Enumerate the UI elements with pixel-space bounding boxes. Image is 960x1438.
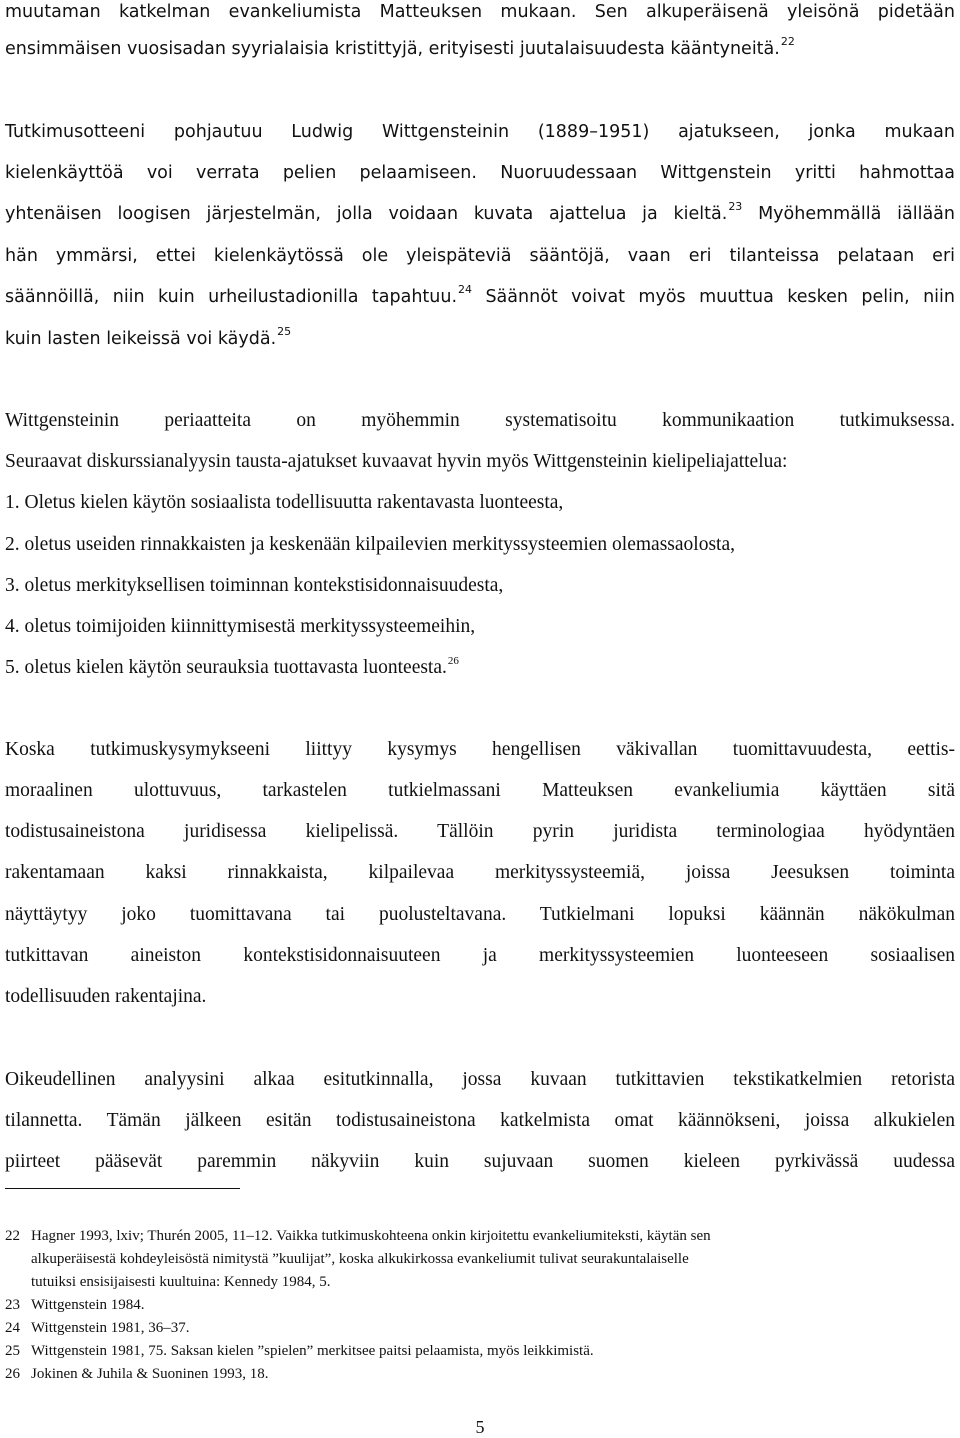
text-span: säännöillä, niin kuin urheilustadionilla tapahtuu.	[5, 287, 458, 307]
text-span: hän ymmärsi, ettei kielenkäytössä ole yleispäteviä sääntöjä, vaan eri tilanteissa pelataan eri	[5, 246, 955, 266]
paragraph-4-line-4	[5, 861, 955, 885]
page-number: 5	[475, 1417, 485, 1437]
paragraph-2-line-2	[5, 161, 955, 185]
paragraph-4-line-1	[5, 738, 955, 762]
footnote-ref-24: 24	[458, 283, 473, 296]
paragraph-2-line-4	[5, 244, 955, 268]
footnote-text: tutuiksi ensisijaisesti kuultuina: Kennedy 1984, 5.	[31, 1274, 331, 1290]
text-span: piirteet pääsevät paremmin näkyviin kuin sujuvaan suomen kieleen pyrkivässä uudessa	[5, 1151, 955, 1172]
text-span: 4. oletus toimijoiden kiinnittymisestä merkityssysteemeihin,	[5, 616, 476, 637]
footnote-text: alkuperäisestä kohdeyleisöstä nimitystä ”kuulijat”, koska alkukirkossa evankeliumit tulivat seurakuntalaiselle	[31, 1251, 689, 1267]
footnote-divider	[5, 1188, 240, 1189]
text-span: 1. Oletus kielen käytön sosiaalista todellisuutta rakentavasta luonteesta,	[5, 492, 564, 513]
footnote-26	[5, 1363, 955, 1385]
text-span: Tutkimusotteeni pohjautuu Ludwig Wittgensteinin (1889–1951) ajatukseen, jonka mukaan	[5, 122, 955, 142]
text-span: moraalinen ulottuvuus, tarkastelen tutkielmassani Matteuksen evankeliumia käyttäen sitä	[5, 780, 955, 801]
list-item-4	[5, 615, 955, 639]
footnote-ref-26: 26	[447, 655, 459, 667]
text-span: 2. oletus useiden rinnakkaisten ja keskenään kilpailevien merkityssysteemien olemassaolosta,	[5, 534, 735, 555]
footnote-text: Wittgenstein 1981, 75. Saksan kielen ”spielen” merkitsee paitsi pelaamista, myös leikkimistä.	[31, 1343, 594, 1359]
text-span: ensimmäisen vuosisadan syyrialaisia kristittyjä, erityisesti juutalaisuudesta kääntyneitä.	[5, 39, 780, 59]
paragraph-5-line-2	[5, 1109, 955, 1133]
text-span: muutaman katkelman evankeliumista Matteuksen mukaan. Sen alkuperäisenä yleisönä pidetään	[5, 2, 955, 22]
footnote-number: 26	[5, 1366, 20, 1382]
paragraph-4-line-5	[5, 903, 955, 927]
paragraph-2-line-5	[5, 285, 955, 311]
paragraph-2-line-6	[5, 327, 955, 353]
footnote-text: Jokinen & Juhila & Suoninen 1993, 18.	[31, 1366, 269, 1382]
text-span: Wittgensteinin periaatteita on myöhemmin systematisoitu kommunikaation tutkimuksessa.	[5, 410, 955, 431]
footnote-24	[5, 1317, 955, 1339]
footnote-22-line-2	[5, 1248, 960, 1270]
footnote-ref-23: 23	[728, 200, 743, 213]
text-span: Myöhemmällä iällään	[742, 204, 955, 224]
text-span: todellisuuden rakentajina.	[5, 986, 207, 1007]
paragraph-3-line-2	[5, 450, 955, 474]
list-item-5	[5, 656, 955, 682]
text-span: Säännöt voivat myös muuttua kesken pelin, niin	[472, 287, 955, 307]
text-span: rakentamaan kaksi rinnakkaista, kilpailevaa merkityssysteemiä, joissa Jeesuksen toiminta	[5, 862, 955, 883]
paragraph-1-line-1	[5, 0, 955, 24]
footnote-ref-25: 25	[277, 325, 292, 338]
footnote-text: Hagner 1993, lxiv; Thurén 2005, 11–12. Vaikka tutkimuskohteena onkin kirjoitettu evankeliumiteksti, käytän sen	[31, 1228, 711, 1244]
text-span: 5. oletus kielen käytön seurauksia tuottavasta luonteesta.	[5, 657, 447, 678]
text-span: Seuraavat diskurssianalyysin tausta-ajatukset kuvaavat hyvin myös Wittgensteinin kielipeliajattelua:	[5, 451, 788, 472]
text-span: Oikeudellinen analyysini alkaa esitutkinnalla, jossa kuvaan tutkittavien tekstikatkelmien retorista	[5, 1069, 955, 1090]
footnote-number: 25	[5, 1343, 20, 1359]
text-span: kielenkäyttöä voi verrata pelien pelaamiseen. Nuoruudessaan Wittgenstein yritti hahmottaa	[5, 163, 955, 183]
list-item-1	[5, 491, 955, 515]
list-item-3	[5, 574, 955, 598]
text-span: kuin lasten leikeissä voi käydä.	[5, 329, 277, 349]
footnote-22-line-3	[5, 1271, 960, 1293]
paragraph-4-line-7	[5, 985, 955, 1009]
text-span: Koska tutkimuskysymykseeni liittyy kysymys hengellisen väkivallan tuomittavuudesta, eettis-	[5, 739, 955, 760]
paragraph-3-line-1	[5, 409, 955, 433]
footnote-23	[5, 1294, 955, 1316]
paragraph-2-line-3	[5, 202, 955, 228]
footnote-number: 23	[5, 1297, 20, 1313]
paragraph-4-line-3	[5, 820, 955, 844]
footnote-22	[5, 1225, 955, 1247]
footnote-text: Wittgenstein 1984.	[31, 1297, 145, 1313]
text-span: tutkittavan aineiston kontekstisidonnaisuuteen ja merkityssysteemien luonteeseen sosiaalisen	[5, 945, 955, 966]
paragraph-4-line-2	[5, 779, 955, 803]
text-span: yhtenäisen loogisen järjestelmän, jolla voidaan kuvata ajattelua ja kieltä.	[5, 204, 728, 224]
text-span: näyttäytyy joko tuomittavana tai puolusteltavana. Tutkielmani lopuksi käännän näkökulman	[5, 904, 955, 925]
footnote-text: Wittgenstein 1981, 36–37.	[31, 1320, 190, 1336]
paragraph-2-line-1	[5, 120, 955, 144]
footnote-number: 22	[5, 1228, 20, 1244]
paragraph-4-line-6	[5, 944, 955, 968]
text-span: 3. oletus merkityksellisen toiminnan kontekstisidonnaisuudesta,	[5, 575, 504, 596]
footnote-ref-22: 22	[780, 35, 795, 48]
text-span: tilannetta. Tämän jälkeen esitän todistusaineistona katkelmista omat käännökseni, joissa alkukielen	[5, 1110, 955, 1131]
footnote-25	[5, 1340, 955, 1362]
paragraph-5-line-3	[5, 1150, 955, 1174]
text-span: todistusaineistona juridisessa kielipelissä. Tällöin pyrin juridista terminologiaa hyödyntäen	[5, 821, 955, 842]
footnote-number: 24	[5, 1320, 20, 1336]
list-item-2	[5, 533, 955, 557]
paragraph-1-line-2	[5, 37, 955, 63]
paragraph-5-line-1	[5, 1068, 955, 1092]
